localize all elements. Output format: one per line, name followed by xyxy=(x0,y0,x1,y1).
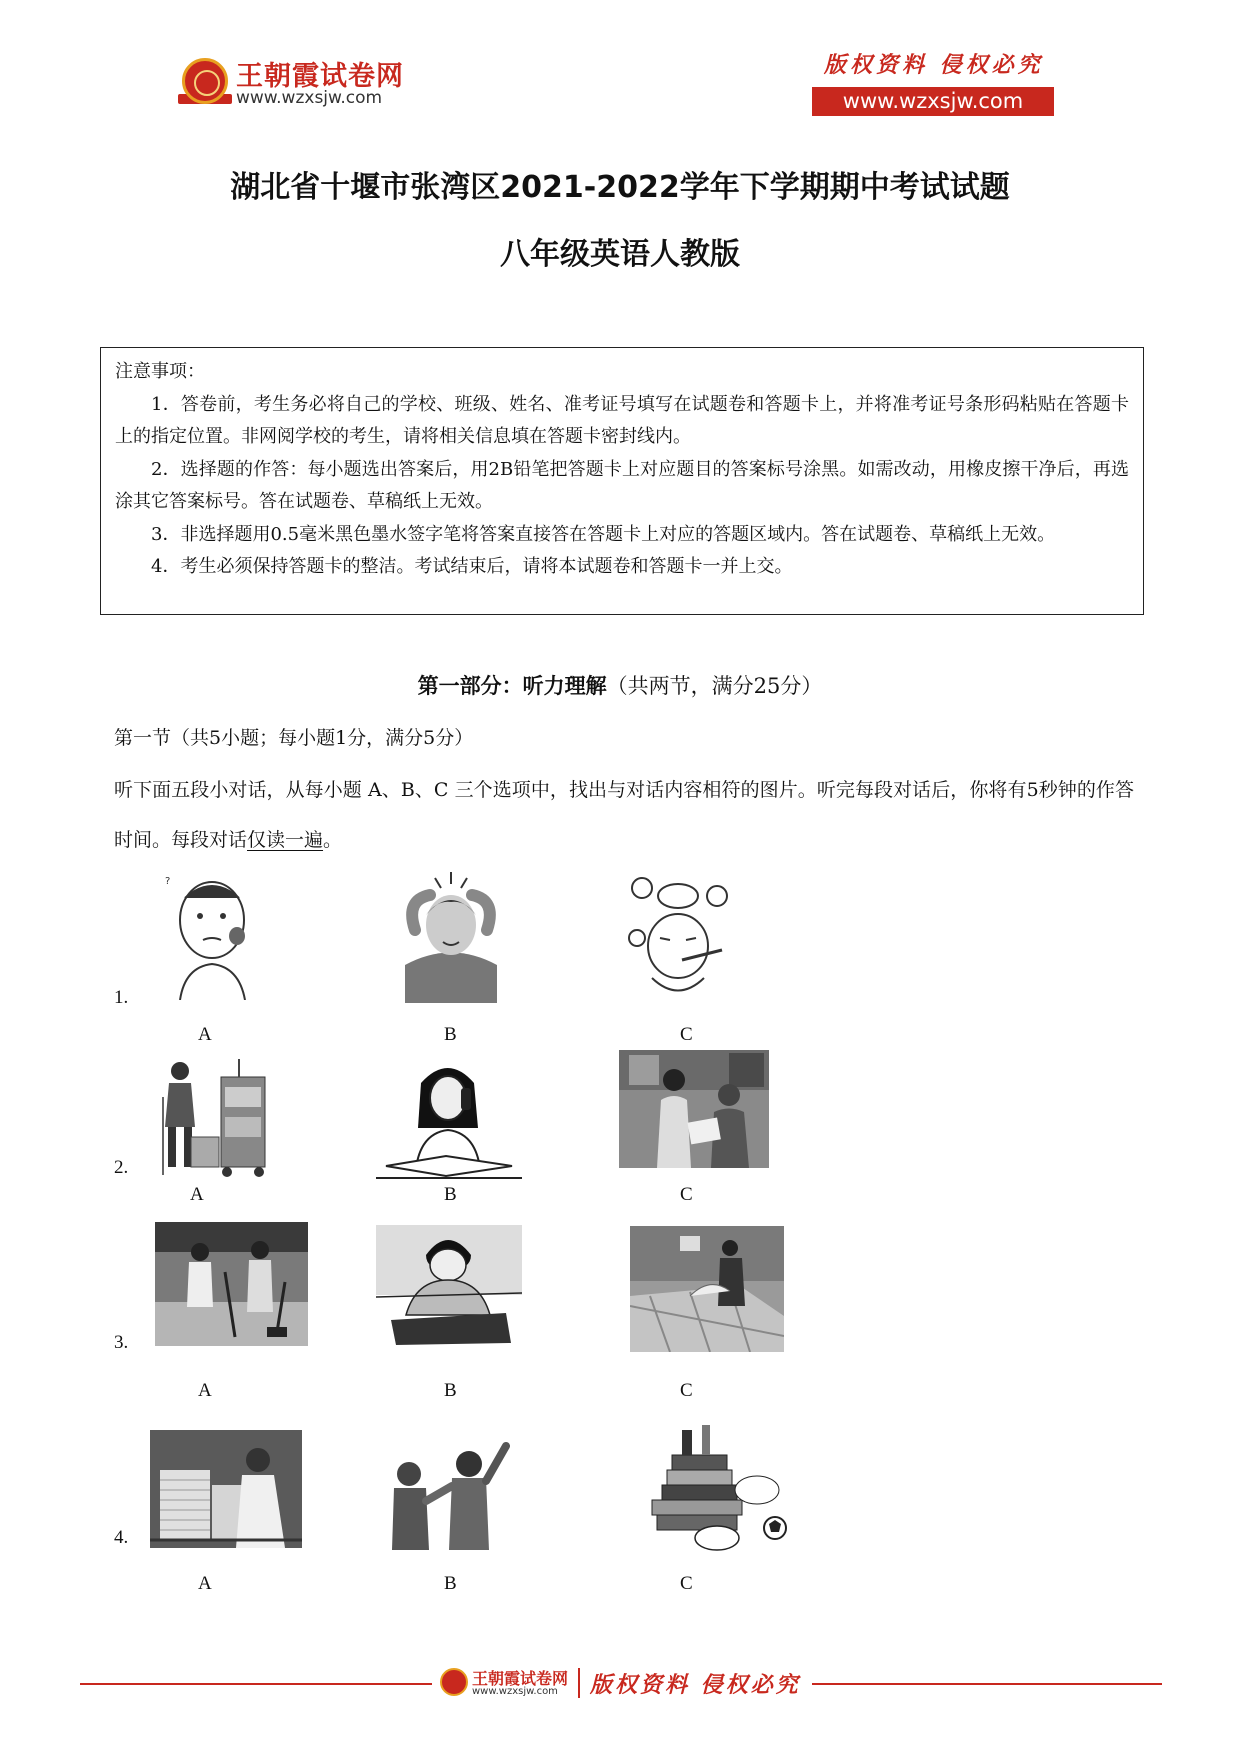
footer-rule-right xyxy=(812,1683,1162,1685)
option-label: C xyxy=(680,1024,693,1045)
logo-url: www.wzxsjw.com xyxy=(236,88,383,108)
question-number: 3. xyxy=(114,1332,129,1353)
option-image-cleaning-cart xyxy=(155,1057,273,1179)
option-label: C xyxy=(680,1184,693,1205)
option-label: A xyxy=(198,1573,212,1594)
option-label: C xyxy=(680,1380,693,1401)
notice-item: 2．选择题的作答：每小题选出答案后，用2B铅笔把答题卡上对应题目的答案标号涂黑。如需改动，用橡皮擦干净后，再选涂其它答案标号。答在试题卷、草稿纸上无效。 xyxy=(115,458,1129,512)
option-label: B xyxy=(444,1573,457,1594)
footer-rule-left xyxy=(80,1683,432,1685)
option-label: A xyxy=(198,1024,212,1045)
instruction-text xyxy=(114,765,1134,865)
option-image-phone-call xyxy=(376,1058,522,1179)
header-url-box: www.wzxsjw.com xyxy=(812,87,1054,116)
option-image-books-stack xyxy=(617,1420,789,1552)
option-label: A xyxy=(198,1380,212,1401)
question-number: 1. xyxy=(114,987,129,1008)
page-title: 湖北省十堰市张湾区2021-2022学年下学期期中考试试题 xyxy=(230,170,1010,205)
copyright-text: 版权资料 侵权必究 xyxy=(824,52,1044,78)
option-image-fighting xyxy=(374,1426,524,1550)
option-image-office-papers xyxy=(150,1430,302,1548)
notice-item: 1．答卷前，考生务必将自己的学校、班级、姓名、准考证号填写在试题卷和答题卡上，并将准考证号条形码粘贴在答题卡上的指定位置。非网阅学校的考生，请将相关信息填在答题卡密封线内。 xyxy=(115,393,1129,447)
header-logo xyxy=(182,52,412,112)
footer-separator xyxy=(578,1668,580,1698)
instruction-before: 听下面五段小对话，从每小题 A、B、C 三个选项中，找出与对话内容相符的图片。听完每段对话后，你将有5秒钟的作答时间。每段对话 xyxy=(114,779,1134,851)
header-copyright-block xyxy=(812,48,1054,116)
notice-item: 3．非选择题用0.5毫米黑色墨水签字笔将答案直接答在答题卡上对应的答题区域内。答在试题卷、草稿纸上无效。 xyxy=(151,523,1056,545)
footer-logo-url: www.wzxsjw.com xyxy=(472,1686,558,1697)
footer-logo-name: 王朝霞试卷网 xyxy=(472,1669,569,1688)
part-title-rest: （共两节，满分25分） xyxy=(606,674,823,698)
option-image-sweeping-floor xyxy=(155,1222,308,1346)
svg-text:?: ? xyxy=(165,876,171,887)
question-number: 4. xyxy=(114,1527,129,1548)
page-subtitle: 八年级英语人教版 xyxy=(500,237,740,272)
option-label: B xyxy=(444,1380,457,1401)
part-title xyxy=(0,670,1240,700)
logo-seal-icon xyxy=(182,58,228,104)
notice-box xyxy=(100,347,1144,615)
option-image-toothache xyxy=(165,872,260,1000)
option-image-folding-clothes xyxy=(376,1225,522,1348)
footer-logo xyxy=(440,1666,590,1702)
option-image-street-survey xyxy=(619,1050,769,1168)
question-number: 2. xyxy=(114,1157,129,1178)
logo-name: 王朝霞试卷网 xyxy=(236,61,404,92)
option-image-fever xyxy=(622,868,734,1003)
option-label: A xyxy=(190,1184,204,1205)
section-heading: 第一节（共5小题；每小题1分，满分5分） xyxy=(114,727,474,749)
option-label: C xyxy=(680,1573,693,1594)
option-image-headache xyxy=(395,870,507,1003)
option-label: B xyxy=(444,1024,457,1045)
part-title-bold: 第一部分：听力理解 xyxy=(417,674,607,698)
option-image-making-bed xyxy=(630,1226,784,1352)
notice-heading: 注意事项： xyxy=(115,361,205,382)
footer-seal-icon xyxy=(440,1668,468,1696)
instruction-underlined: 仅读一遍 xyxy=(247,829,324,851)
instruction-after: 。 xyxy=(323,829,343,851)
notice-item: 4．考生必须保持答题卡的整洁。考试结束后，请将本试题卷和答题卡一并上交。 xyxy=(151,556,793,577)
footer-copyright: 版权资料 侵权必究 xyxy=(590,1672,801,1698)
option-label: B xyxy=(444,1184,457,1205)
